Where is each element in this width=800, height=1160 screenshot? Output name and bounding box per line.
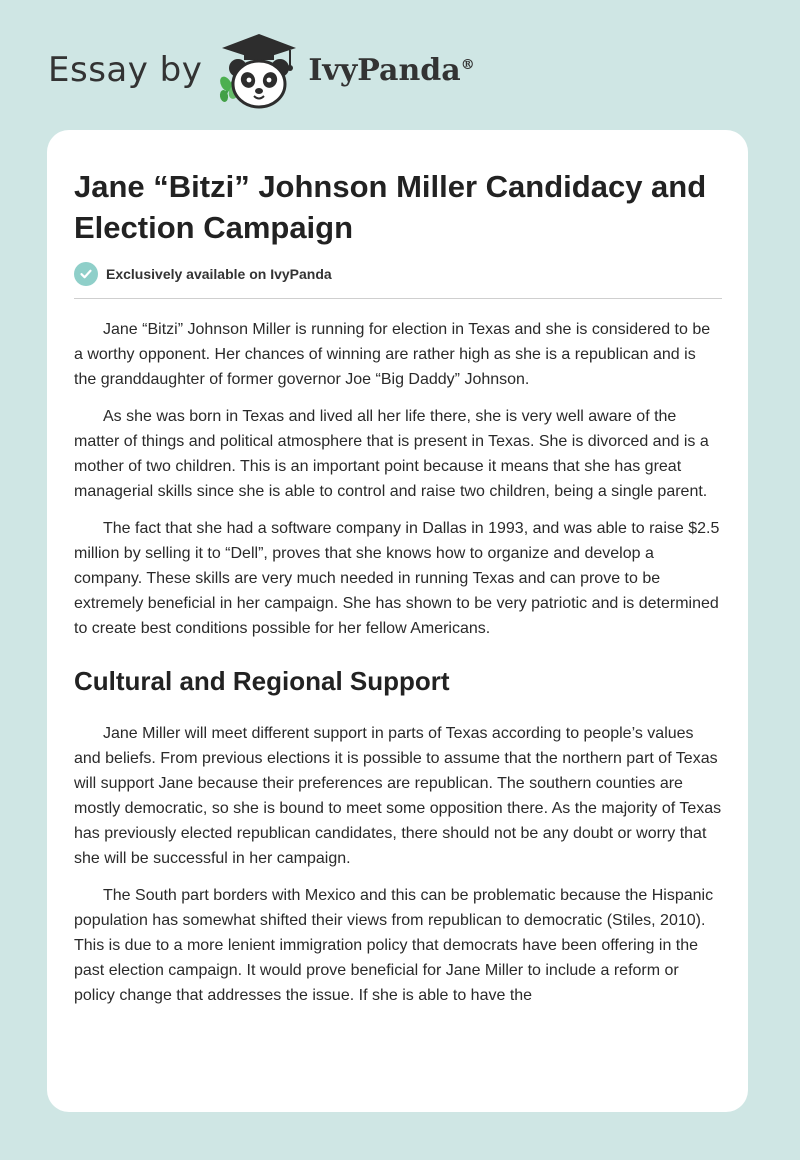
paragraph: The fact that she had a software company in Dallas in 1993, and was able to raise $2.5 million by selling it to “Dell”, proves that she knows how to organize and develop a company. These skills are very much needed in running Texas and can prove to be extremely beneficial in her campaign. She has shown to be very patriotic and is determined to create best conditions possible for her fellow Americans.	[74, 520, 720, 637]
registered-mark: ®	[460, 56, 475, 73]
page-title: Jane “Bitzi” Johnson Miller Candidacy and Election Campaign	[74, 169, 707, 245]
paragraph: As she was born in Texas and lived all her life there, she is very well aware of the matter of things and political atmosphere that is present in Texas. She is divorced and is a mother of two children. This is an important point because it means that she has great managerial skills since she is able to control and raise two children, being a single parent.	[74, 408, 709, 500]
badge-text: Exclusively available on IvyPanda	[106, 266, 332, 282]
panda-graduation-cap-icon	[216, 28, 302, 112]
exclusive-badge	[74, 262, 722, 299]
paragraph: Jane Miller will meet different support in parts of Texas according to people’s values and beliefs. From previous elections it is possible to assume that the northern part of Texas will support Jane because their preferences are republican. The southern counties are mostly democratic, so she is bound to meet some opposition there. As the majority of Texas has previously elected republican candidates, there should not be any doubt or worry that she will be successful in her campaign.	[74, 725, 722, 867]
ivypanda-logo[interactable]	[216, 28, 474, 112]
section-heading: Cultural and Regional Support	[74, 666, 450, 696]
paragraph: The South part borders with Mexico and this can be problematic because the Hispanic population has somewhat shifted their views from republican to democratic (Stiles, 2010). This is due to a more lenient immigration policy that democrats have been offering in the past election campaign. It would prove beneficial for Jane Miller to include a reform or policy change that addresses the issue. If she is able to have the	[74, 887, 714, 1004]
brand-name: IvyPanda®	[308, 52, 475, 88]
essay-card	[47, 130, 748, 1112]
essay-by-label: Essay by	[48, 50, 203, 90]
site-header	[48, 28, 475, 112]
check-circle-icon	[74, 262, 98, 286]
paragraph: Jane “Bitzi” Johnson Miller is running for election in Texas and she is considered to be a worthy opponent. Her chances of winning are rather high as she is a republican and is the granddaughter of former governor Joe “Big Daddy” Johnson.	[74, 321, 711, 388]
